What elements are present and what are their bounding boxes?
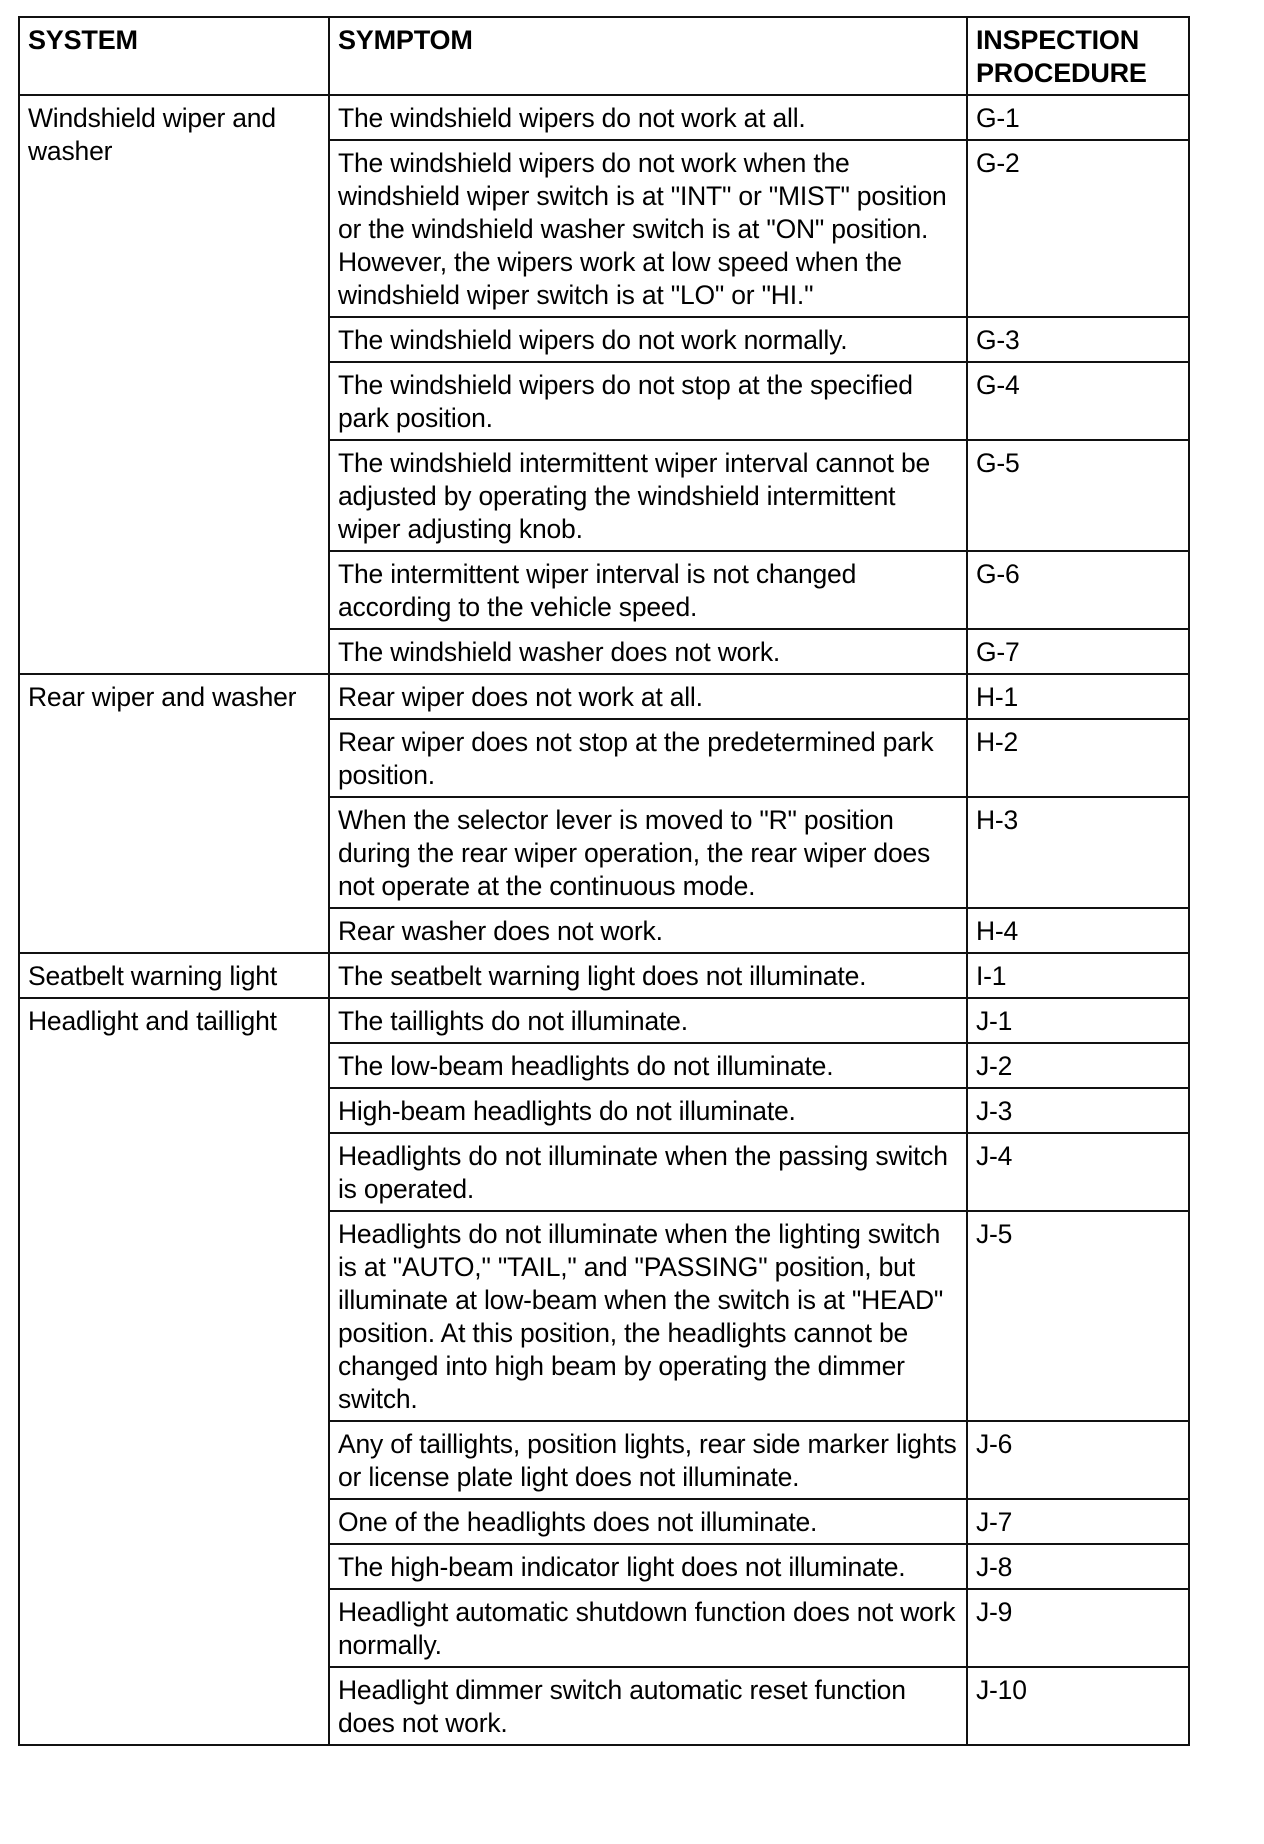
header-row xyxy=(19,17,1189,95)
table-row xyxy=(19,674,1189,719)
procedure-cell: J-8 xyxy=(967,1544,1189,1589)
procedure-cell: G-1 xyxy=(967,95,1189,140)
procedure-cell: J-5 xyxy=(967,1211,1189,1421)
header-system: SYSTEM xyxy=(19,17,329,95)
procedure-cell: J-2 xyxy=(967,1043,1189,1088)
procedure-cell: H-1 xyxy=(967,674,1189,719)
symptom-cell: Any of taillights, position lights, rear side marker lights or license plate light does not illuminate. xyxy=(329,1421,967,1499)
symptom-cell: Headlights do not illuminate when the passing switch is operated. xyxy=(329,1133,967,1211)
procedure-cell: G-5 xyxy=(967,440,1189,551)
procedure-cell: J-7 xyxy=(967,1499,1189,1544)
procedure-cell: J-9 xyxy=(967,1589,1189,1667)
symptom-cell: The windshield intermittent wiper interval cannot be adjusted by operating the windshield intermittent wiper adjusting knob. xyxy=(329,440,967,551)
symptom-cell: The high-beam indicator light does not illuminate. xyxy=(329,1544,967,1589)
header-symptom: SYMPTOM xyxy=(329,17,967,95)
procedure-cell: G-6 xyxy=(967,551,1189,629)
symptom-cell: The low-beam headlights do not illuminate. xyxy=(329,1043,967,1088)
procedure-cell: I-1 xyxy=(967,953,1189,998)
symptom-cell: The windshield wipers do not stop at the specified park position. xyxy=(329,362,967,440)
symptom-cell: When the selector lever is moved to "R" position during the rear wiper operation, the rear wiper does not operate at the continuous mode. xyxy=(329,797,967,908)
procedure-cell: G-3 xyxy=(967,317,1189,362)
symptom-cell: Headlights do not illuminate when the lighting switch is at "AUTO," "TAIL," and "PASSING" position, but illuminate at low-beam when the switch is at "HEAD" position. At this position, the headlights cannot be changed into high beam by operating the dimmer switch. xyxy=(329,1211,967,1421)
symptom-cell: The intermittent wiper interval is not changed according to the vehicle speed. xyxy=(329,551,967,629)
symptom-cell: Rear washer does not work. xyxy=(329,908,967,953)
symptom-cell: Rear wiper does not stop at the predetermined park position. xyxy=(329,719,967,797)
table-row xyxy=(19,95,1189,140)
procedure-cell: H-2 xyxy=(967,719,1189,797)
symptom-cell: One of the headlights does not illuminate. xyxy=(329,1499,967,1544)
procedure-cell: H-3 xyxy=(967,797,1189,908)
procedure-cell: J-3 xyxy=(967,1088,1189,1133)
procedure-cell: H-4 xyxy=(967,908,1189,953)
procedure-cell: J-1 xyxy=(967,998,1189,1043)
system-cell: Rear wiper and washer xyxy=(19,674,329,953)
symptom-cell: Headlight dimmer switch automatic reset function does not work. xyxy=(329,1667,967,1745)
procedure-cell: J-4 xyxy=(967,1133,1189,1211)
symptom-cell: The seatbelt warning light does not illuminate. xyxy=(329,953,967,998)
symptom-cell: Rear wiper does not work at all. xyxy=(329,674,967,719)
procedure-cell: G-7 xyxy=(967,629,1189,674)
inspection-table-page xyxy=(18,16,1188,1746)
header-inspection-procedure: INSPECTION PROCEDURE xyxy=(967,17,1189,95)
system-cell: Seatbelt warning light xyxy=(19,953,329,998)
symptom-cell: The windshield wipers do not work at all. xyxy=(329,95,967,140)
symptom-cell: High-beam headlights do not illuminate. xyxy=(329,1088,967,1133)
procedure-cell: G-4 xyxy=(967,362,1189,440)
procedure-cell: J-6 xyxy=(967,1421,1189,1499)
procedure-cell: J-10 xyxy=(967,1667,1189,1745)
symptom-cell: The windshield wipers do not work when the windshield wiper switch is at "INT" or "MIST" position or the windshield washer switch is at "ON" position. However, the wipers work at low speed when the windshield wiper switch is at "LO" or "HI." xyxy=(329,140,967,317)
system-cell: Windshield wiper and washer xyxy=(19,95,329,674)
system-cell: Headlight and taillight xyxy=(19,998,329,1745)
table-row xyxy=(19,953,1189,998)
procedure-cell: G-2 xyxy=(967,140,1189,317)
table-body xyxy=(19,95,1189,1745)
symptom-cell: The taillights do not illuminate. xyxy=(329,998,967,1043)
symptom-cell: Headlight automatic shutdown function does not work normally. xyxy=(329,1589,967,1667)
table-row xyxy=(19,998,1189,1043)
symptom-cell: The windshield wipers do not work normally. xyxy=(329,317,967,362)
symptom-cell: The windshield washer does not work. xyxy=(329,629,967,674)
symptom-table xyxy=(18,16,1190,1746)
